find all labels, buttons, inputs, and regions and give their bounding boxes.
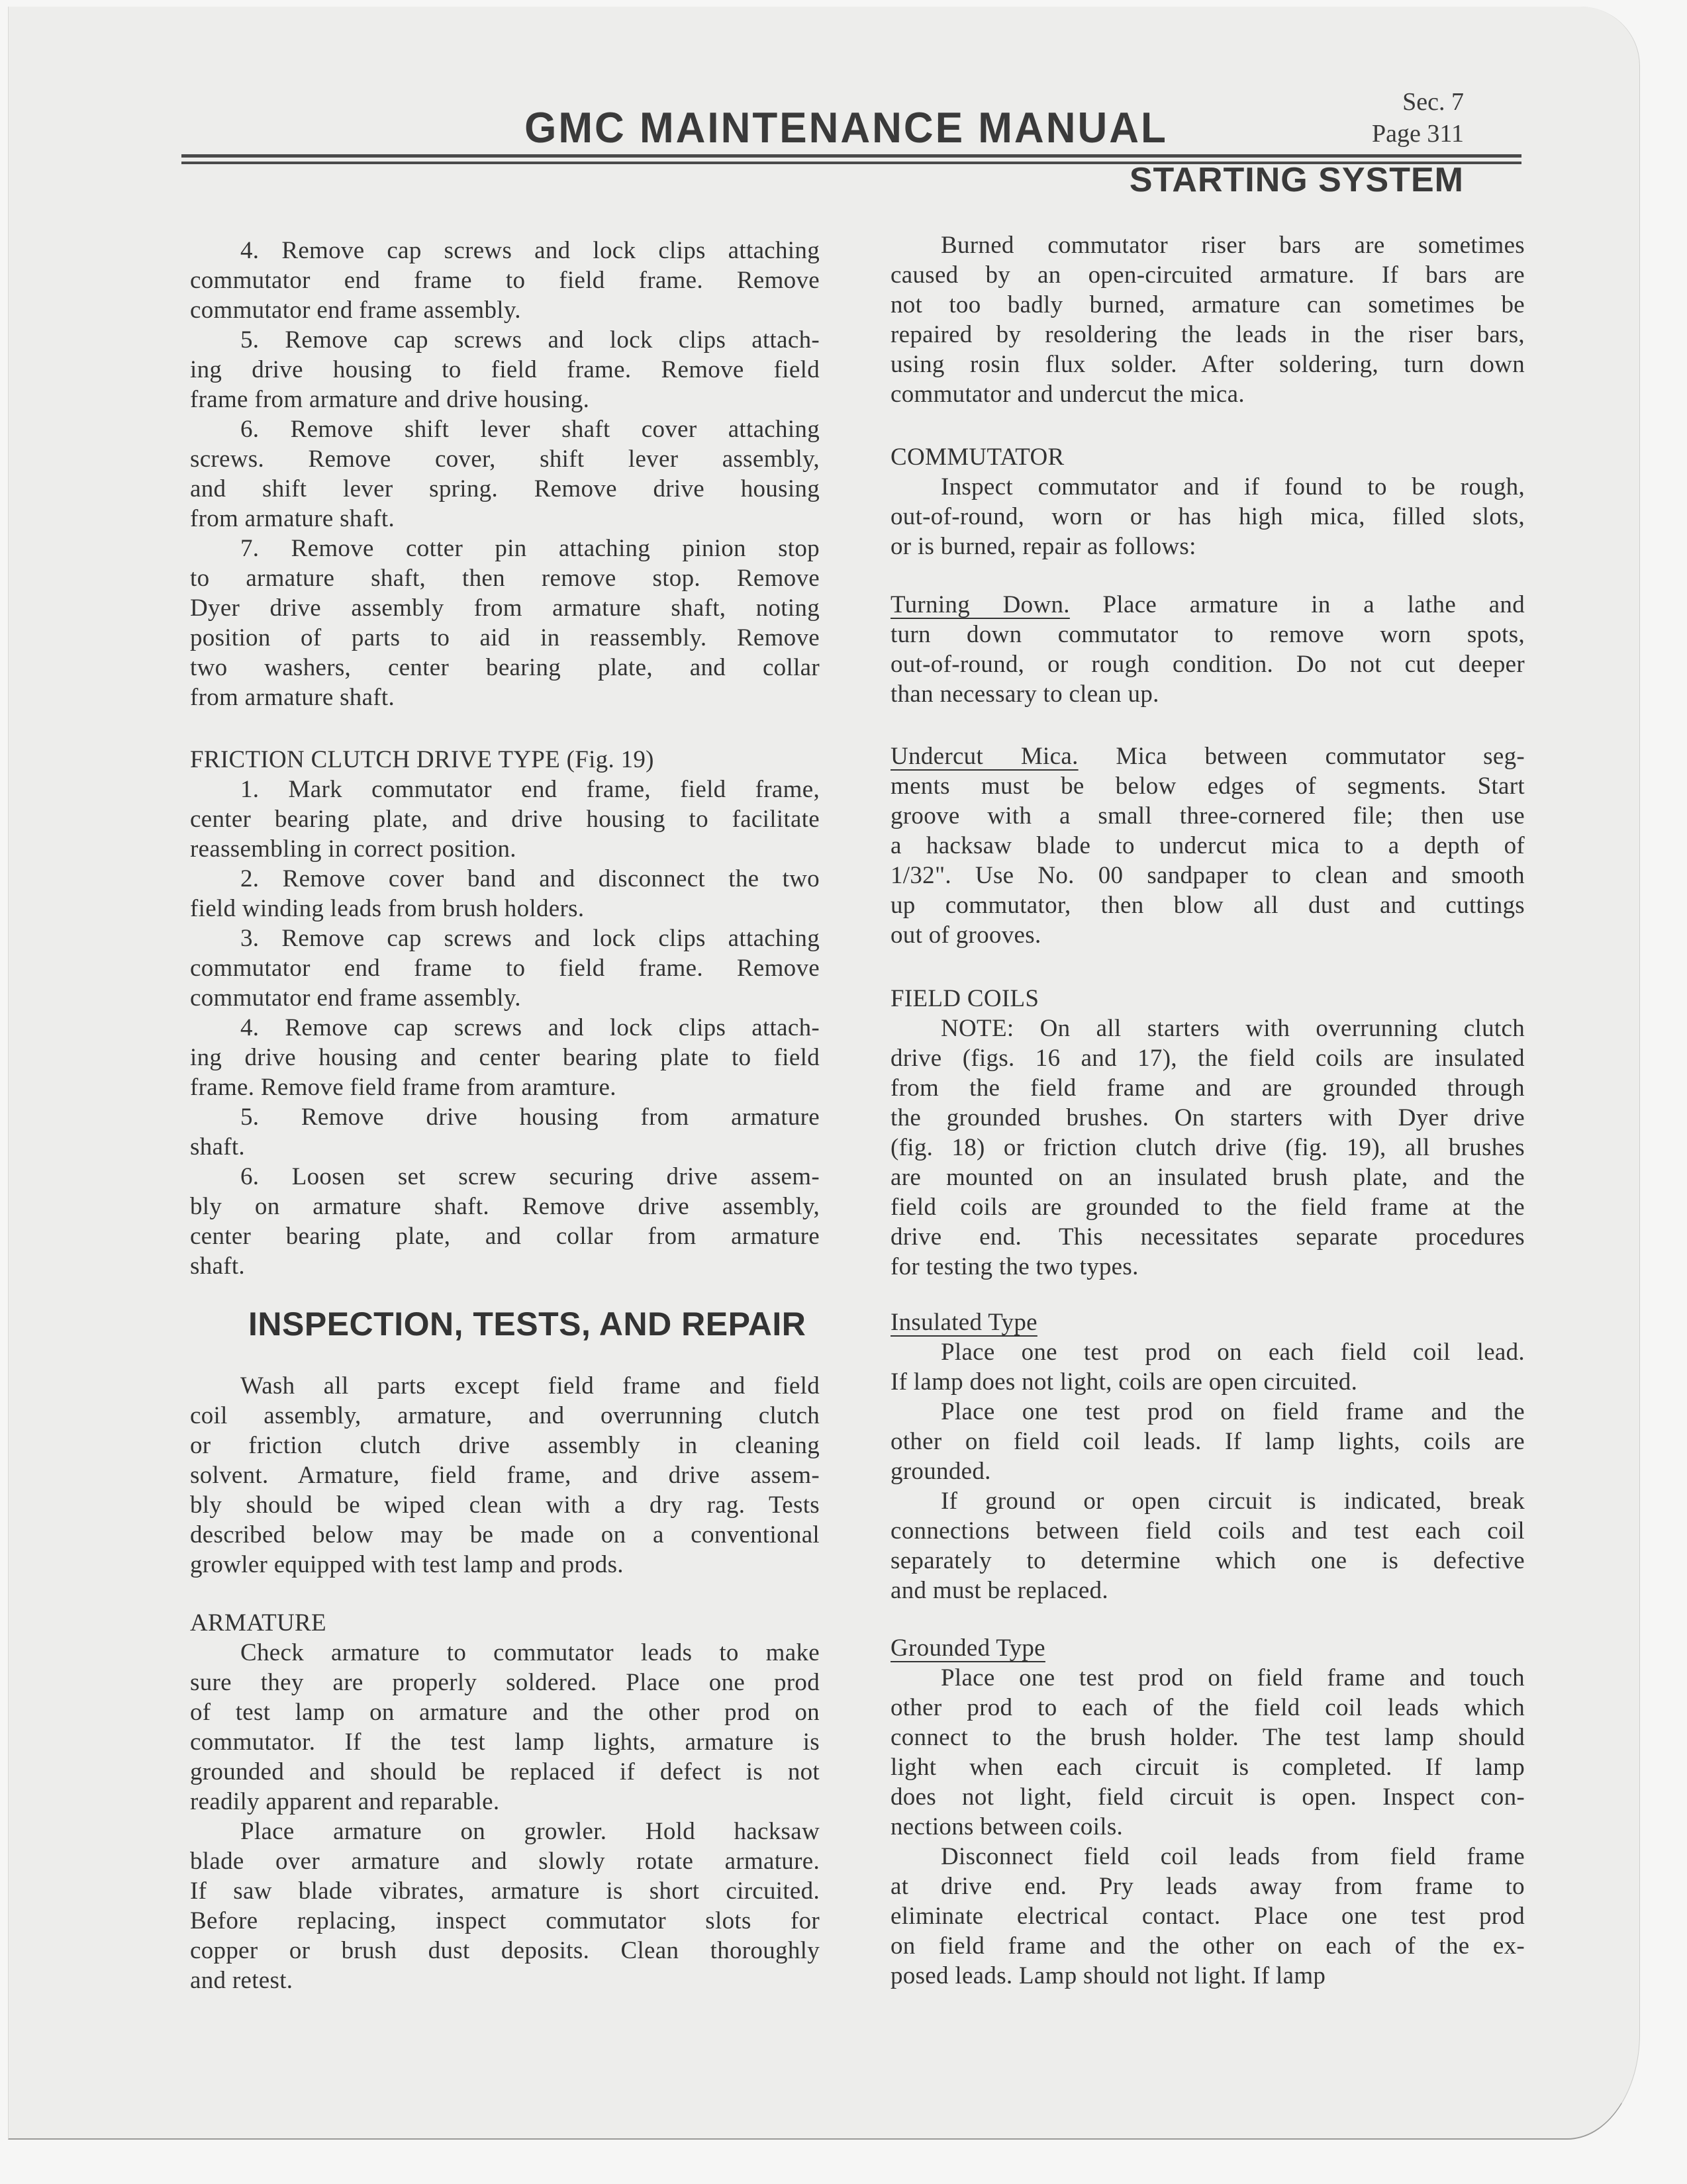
- text-line: commutator and undercut the mica.: [891, 381, 1245, 408]
- text-line: center bearing plate, and collar from armature: [190, 1223, 820, 1250]
- text-line: NOTE: On all starters with overrunning clutch: [941, 1015, 1525, 1042]
- text-line: Disconnect field coil leads from field frame: [941, 1843, 1525, 1870]
- subsection-heading: [891, 1633, 1525, 1663]
- text-line: out-of-round, or rough condition. Do not cut deeper: [891, 651, 1525, 678]
- text-line: Check armature to commutator leads to make: [240, 1639, 820, 1666]
- text-line: sure they are properly soldered. Place one prod: [190, 1669, 820, 1696]
- text-line: grounded.: [891, 1458, 991, 1485]
- text-line: If lamp does not light, coils are open circuited.: [891, 1368, 1358, 1396]
- text-line: of test lamp on armature and the other prod on: [190, 1699, 820, 1726]
- text-line: [891, 741, 1525, 771]
- text-line: Inspect commutator and if found to be rough,: [941, 473, 1525, 500]
- heading-text: Grounded Type: [891, 1635, 1045, 1662]
- section-number: Sec. 7: [1402, 88, 1464, 116]
- heading-text: Insulated Type: [891, 1309, 1037, 1336]
- text-line: 2. Remove cover band and disconnect the two: [240, 865, 820, 892]
- text-line: Place one test prod on field frame and the: [941, 1398, 1525, 1425]
- text-line: connect to the brush holder. The test lamp should: [891, 1724, 1525, 1751]
- text-line: from the field frame and are grounded through: [891, 1074, 1525, 1102]
- text-section: [891, 590, 1525, 709]
- text-line: and shift lever spring. Remove drive housing: [190, 475, 820, 502]
- text-line: than necessary to clean up.: [891, 681, 1159, 708]
- text-line: copper or brush dust deposits. Clean thoroughly: [190, 1937, 820, 1964]
- text-line: position of parts to aid in reassembly. Remove: [190, 624, 820, 651]
- text-line: from armature shaft.: [190, 505, 395, 532]
- text-line: 5. Remove drive housing from armature: [240, 1104, 820, 1131]
- text-line: drive end. This necessitates separate procedures: [891, 1223, 1525, 1251]
- text-line: (fig. 18) or friction clutch drive (fig. 19), all brushes: [891, 1134, 1525, 1161]
- text-line: up commutator, then blow all dust and cuttings: [891, 892, 1525, 919]
- text-line: or friction clutch drive assembly in cleaning: [190, 1432, 820, 1459]
- text-line: 1. Mark commutator end frame, field frame,: [240, 776, 820, 803]
- text-line: two washers, center bearing plate, and collar: [190, 654, 820, 681]
- text-line: [891, 590, 1525, 620]
- page-number: Page 311: [1372, 120, 1464, 148]
- text-line: light when each circuit is completed. If lamp: [891, 1754, 1525, 1781]
- text-line: reassembling in correct position.: [190, 835, 516, 863]
- text-line: grounded and should be replaced if defect is not: [190, 1758, 820, 1785]
- text-line: Place one test prod on field frame and touch: [941, 1664, 1525, 1691]
- text-line: readily apparent and reparable.: [190, 1788, 500, 1815]
- text-line: and must be replaced.: [891, 1577, 1108, 1604]
- text-line: other on field coil leads. If lamp lights, coils are: [891, 1428, 1525, 1455]
- text-section: [891, 984, 1525, 1282]
- text-line: ments must be below edges of segments. Start: [891, 773, 1525, 800]
- text-line: groove with a small three-cornered file; then use: [891, 802, 1525, 830]
- text-line: 6. Remove shift lever shaft cover attaching: [240, 416, 820, 443]
- manual-title: GMC MAINTENANCE MANUAL: [524, 104, 1168, 152]
- text-line: not too badly burned, armature can sometimes be: [891, 291, 1525, 318]
- text-line: bly on armature shaft. Remove drive assembly,: [190, 1193, 820, 1220]
- text-line: repaired by resoldering the leads in the riser bars,: [891, 321, 1525, 348]
- text-line: 5. Remove cap screws and lock clips attach-: [240, 326, 820, 354]
- text-line: blade over armature and slowly rotate armature.: [190, 1848, 820, 1875]
- text-line: commutator end frame assembly.: [190, 297, 521, 324]
- text-line: eliminate electrical contact. Place one test prod: [891, 1903, 1525, 1930]
- subsection-heading: FIELD COILS: [891, 985, 1039, 1012]
- text-line: shaft.: [190, 1133, 245, 1161]
- text-line: 3. Remove cap screws and lock clips attaching: [240, 925, 820, 952]
- text-line: ing drive housing and center bearing plate to field: [190, 1044, 820, 1071]
- text-line: nections between coils.: [891, 1813, 1124, 1840]
- text-line: shaft.: [190, 1253, 245, 1280]
- text-line: out of grooves.: [891, 922, 1041, 949]
- text-section: [190, 1608, 820, 1995]
- subsection-heading: FRICTION CLUTCH DRIVE TYPE (Fig. 19): [190, 746, 654, 773]
- text-line: commutator end frame assembly.: [190, 984, 521, 1012]
- text-section: [891, 741, 1525, 950]
- major-heading: INSPECTION, TESTS, AND REPAIR: [248, 1306, 806, 1343]
- text-line: center bearing plate, and drive housing to facilitate: [190, 806, 820, 833]
- text-section: [891, 442, 1525, 561]
- text-line: on field frame and the other on each of the ex-: [891, 1932, 1525, 1960]
- text-line: are mounted on an insulated brush plate, and the: [891, 1164, 1525, 1191]
- text-line: a hacksaw blade to undercut mica to a depth of: [891, 832, 1525, 859]
- text-line: commutator. If the test lamp lights, armature is: [190, 1729, 820, 1756]
- text-line: Burned commutator riser bars are sometimes: [941, 232, 1525, 259]
- subsection-heading: [891, 1307, 1525, 1337]
- text-line: 4. Remove cap screws and lock clips attach-: [240, 1014, 820, 1041]
- text-line: frame from armature and drive housing.: [190, 386, 590, 413]
- text-line: coil assembly, armature, and overrunning clutch: [190, 1402, 820, 1429]
- text-line: Place one test prod on each field coil lead.: [941, 1339, 1525, 1366]
- text-section: [190, 236, 820, 712]
- chapter-title: STARTING SYSTEM: [1129, 161, 1464, 199]
- underlined-lead: Undercut Mica.: [891, 743, 1079, 770]
- subsection-heading: COMMUTATOR: [891, 444, 1065, 471]
- text-line: does not light, field circuit is open. Inspect con-: [891, 1783, 1525, 1811]
- text-line: ing drive housing to field frame. Remove field: [190, 356, 820, 383]
- text-line: 1/32". Use No. 00 sandpaper to clean and smooth: [891, 862, 1525, 889]
- text-line: from armature shaft.: [190, 684, 395, 711]
- manual-page: [8, 7, 1640, 2140]
- lead-text: Place armature in a lathe and: [1069, 591, 1525, 618]
- text-section: [891, 230, 1525, 409]
- text-line: drive (figs. 16 and 17), the field coils are insulated: [891, 1045, 1525, 1072]
- text-line: caused by an open-circuited armature. If bars are: [891, 261, 1525, 289]
- text-line: commutator end frame to field frame. Remove: [190, 955, 820, 982]
- text-section: [891, 1307, 1525, 1605]
- text-line: 6. Loosen set screw securing drive assem-: [240, 1163, 820, 1190]
- text-section: [190, 1301, 820, 1347]
- text-line: solvent. Armature, field frame, and drive assem-: [190, 1462, 820, 1489]
- lead-text: Mica between commutator seg-: [1078, 743, 1525, 770]
- subsection-heading: ARMATURE: [190, 1609, 326, 1637]
- text-section: [190, 745, 820, 1281]
- text-line: If ground or open circuit is indicated, break: [941, 1488, 1525, 1515]
- text-line: at drive end. Pry leads away from frame to: [891, 1873, 1525, 1900]
- text-line: or is burned, repair as follows:: [891, 533, 1196, 560]
- text-line: growler equipped with test lamp and prods.: [190, 1551, 624, 1578]
- text-line: Before replacing, inspect commutator slots for: [190, 1907, 820, 1934]
- text-line: commutator end frame to field frame. Remove: [190, 267, 820, 294]
- text-line: 4. Remove cap screws and lock clips attaching: [240, 237, 820, 264]
- text-line: out-of-round, worn or has high mica, filled slots,: [891, 503, 1525, 530]
- text-line: field winding leads from brush holders.: [190, 895, 585, 922]
- text-line: separately to determine which one is defective: [891, 1547, 1525, 1574]
- text-line: the grounded brushes. On starters with Dyer drive: [891, 1104, 1525, 1131]
- underlined-lead: Turning Down.: [891, 591, 1070, 618]
- text-line: Place armature on growler. Hold hacksaw: [240, 1818, 820, 1845]
- text-section: [891, 1633, 1525, 1991]
- header-rule-top: [181, 154, 1521, 158]
- text-line: Wash all parts except field frame and field: [240, 1372, 820, 1400]
- text-line: 7. Remove cotter pin attaching pinion stop: [240, 535, 820, 562]
- text-line: and retest.: [190, 1967, 293, 1994]
- text-line: Dyer drive assembly from armature shaft, noting: [190, 594, 820, 622]
- text-line: turn down commutator to remove worn spots,: [891, 621, 1525, 648]
- text-line: for testing the two types.: [891, 1253, 1139, 1280]
- text-line: connections between field coils and test each coil: [891, 1517, 1525, 1544]
- text-line: screws. Remove cover, shift lever assembly,: [190, 446, 820, 473]
- text-line: If saw blade vibrates, armature is short circuited.: [190, 1877, 820, 1905]
- text-line: frame. Remove field frame from aramture.: [190, 1074, 616, 1101]
- text-line: bly should be wiped clean with a dry rag. Tests: [190, 1492, 820, 1519]
- text-line: other prod to each of the field coil leads which: [891, 1694, 1525, 1721]
- text-line: posed leads. Lamp should not light. If lamp: [891, 1962, 1326, 1989]
- text-line: to armature shaft, then remove stop. Remove: [190, 565, 820, 592]
- text-line: field coils are grounded to the field frame at the: [891, 1194, 1525, 1221]
- text-line: described below may be made on a conventional: [190, 1521, 820, 1548]
- text-line: using rosin flux solder. After soldering, turn down: [891, 351, 1525, 378]
- text-section: [190, 1371, 820, 1580]
